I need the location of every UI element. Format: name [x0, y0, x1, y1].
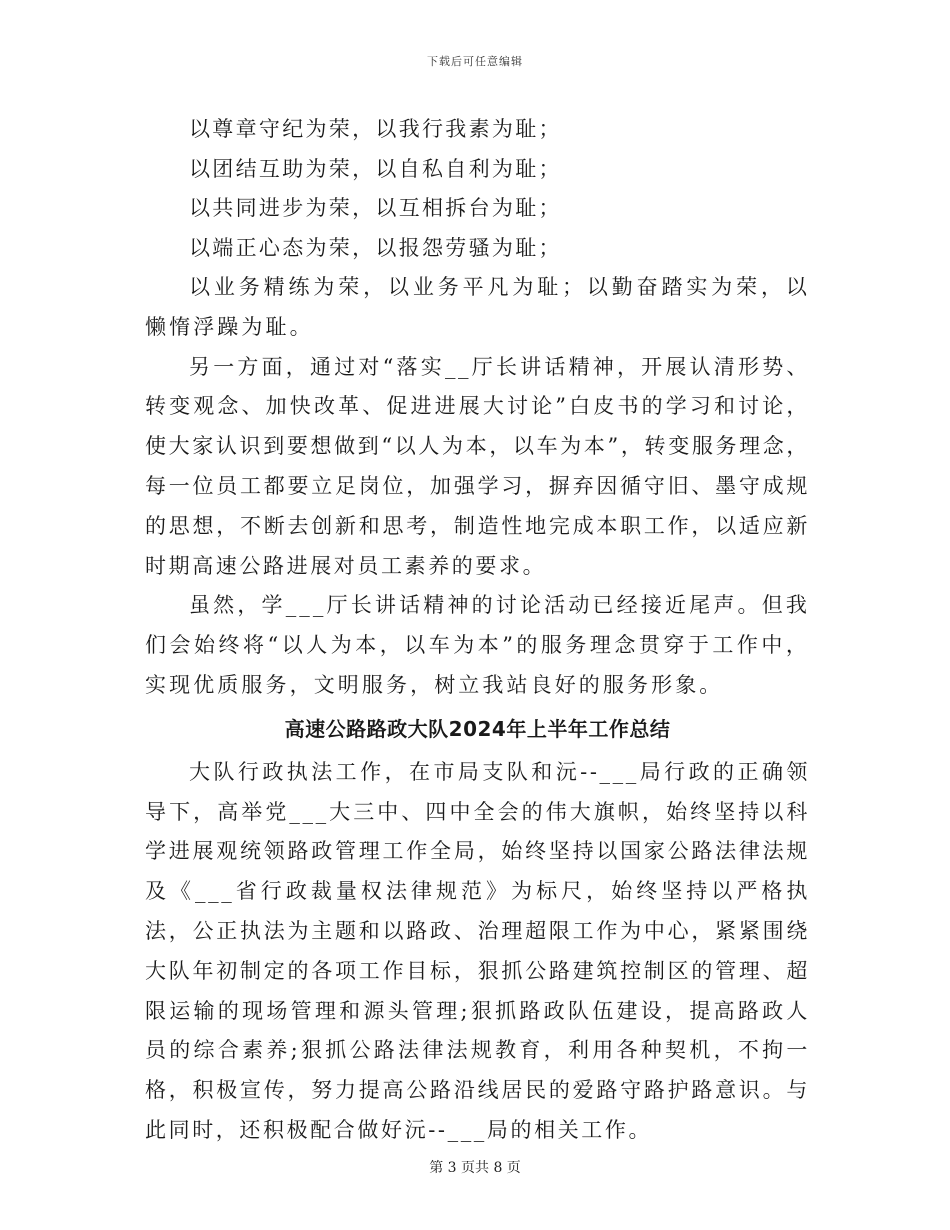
paragraph: 另一方面，通过对“落实__厅长讲话精神，开展认清形势、转变观念、加快改革、促进进展大讨论”白皮书的学习和讨论，使大家认识到要想做到“以人为本，以车为本”，转变服务理念，每一位员工都要立足岗位，加强学习，摒弃因循守旧、墨守成规的思想，不断去创新和思考，制造性地完成本职工作，以适应新时期高速公路进展对员工素养的要求。 — [145, 354, 810, 578]
honor-line: 以端正心态为荣，以报怨劳骚为耻； — [189, 235, 562, 260]
paragraph: 以业务精练为荣，以业务平凡为耻；以勤奋踏实为荣，以懒惰浮躁为耻。 — [145, 275, 810, 339]
section-title: 高速公路路政大队2024年上半年工作总结 — [284, 716, 671, 741]
document-body — [145, 110, 810, 1151]
page-header: 下载后可任意编辑 — [427, 55, 523, 68]
honor-line: 以尊章守纪为荣，以我行我素为耻； — [189, 117, 562, 141]
honor-line: 以团结互助为荣，以自私自利为耻； — [189, 156, 562, 181]
paragraph: 大队行政执法工作，在市局支队和沅--___局行政的正确领导下，高举党___大三中、四中全会的伟大旗帜，始终坚持以科学进展观统领路政管理工作全局，始终坚持以国家公路法律法规及《___省行政裁量权法律规范》为标尺，始终坚持以严格执法，公正执法为主题和以路政、治理超限工作为中心，紧紧围绕大队年初制定的各项工作目标，狠抓公路建筑控制区的管理、超限运输的现场管理和源头管理;狠抓路政队伍建设，提高路政人员的综合素养;狠抓公路法律法规教育，利用各种契机，不拘一格，积极宣传，努力提高公路沿线居民的爱路守路护路意识。与此同时，还积极配合做好沅--___局的相关工作。 — [145, 759, 810, 1142]
page-number: 第 3 页共 8 页 — [429, 1160, 521, 1176]
paragraph: 虽然，学___厅长讲话精神的讨论活动已经接近尾声。但我们会始终将“以人为本，以车为本”的服务理念贯穿于工作中，实现优质服务，文明服务，树立我站良好的服务形象。 — [145, 593, 810, 697]
honor-line: 以共同进步为荣，以互相拆台为耻； — [189, 196, 562, 220]
